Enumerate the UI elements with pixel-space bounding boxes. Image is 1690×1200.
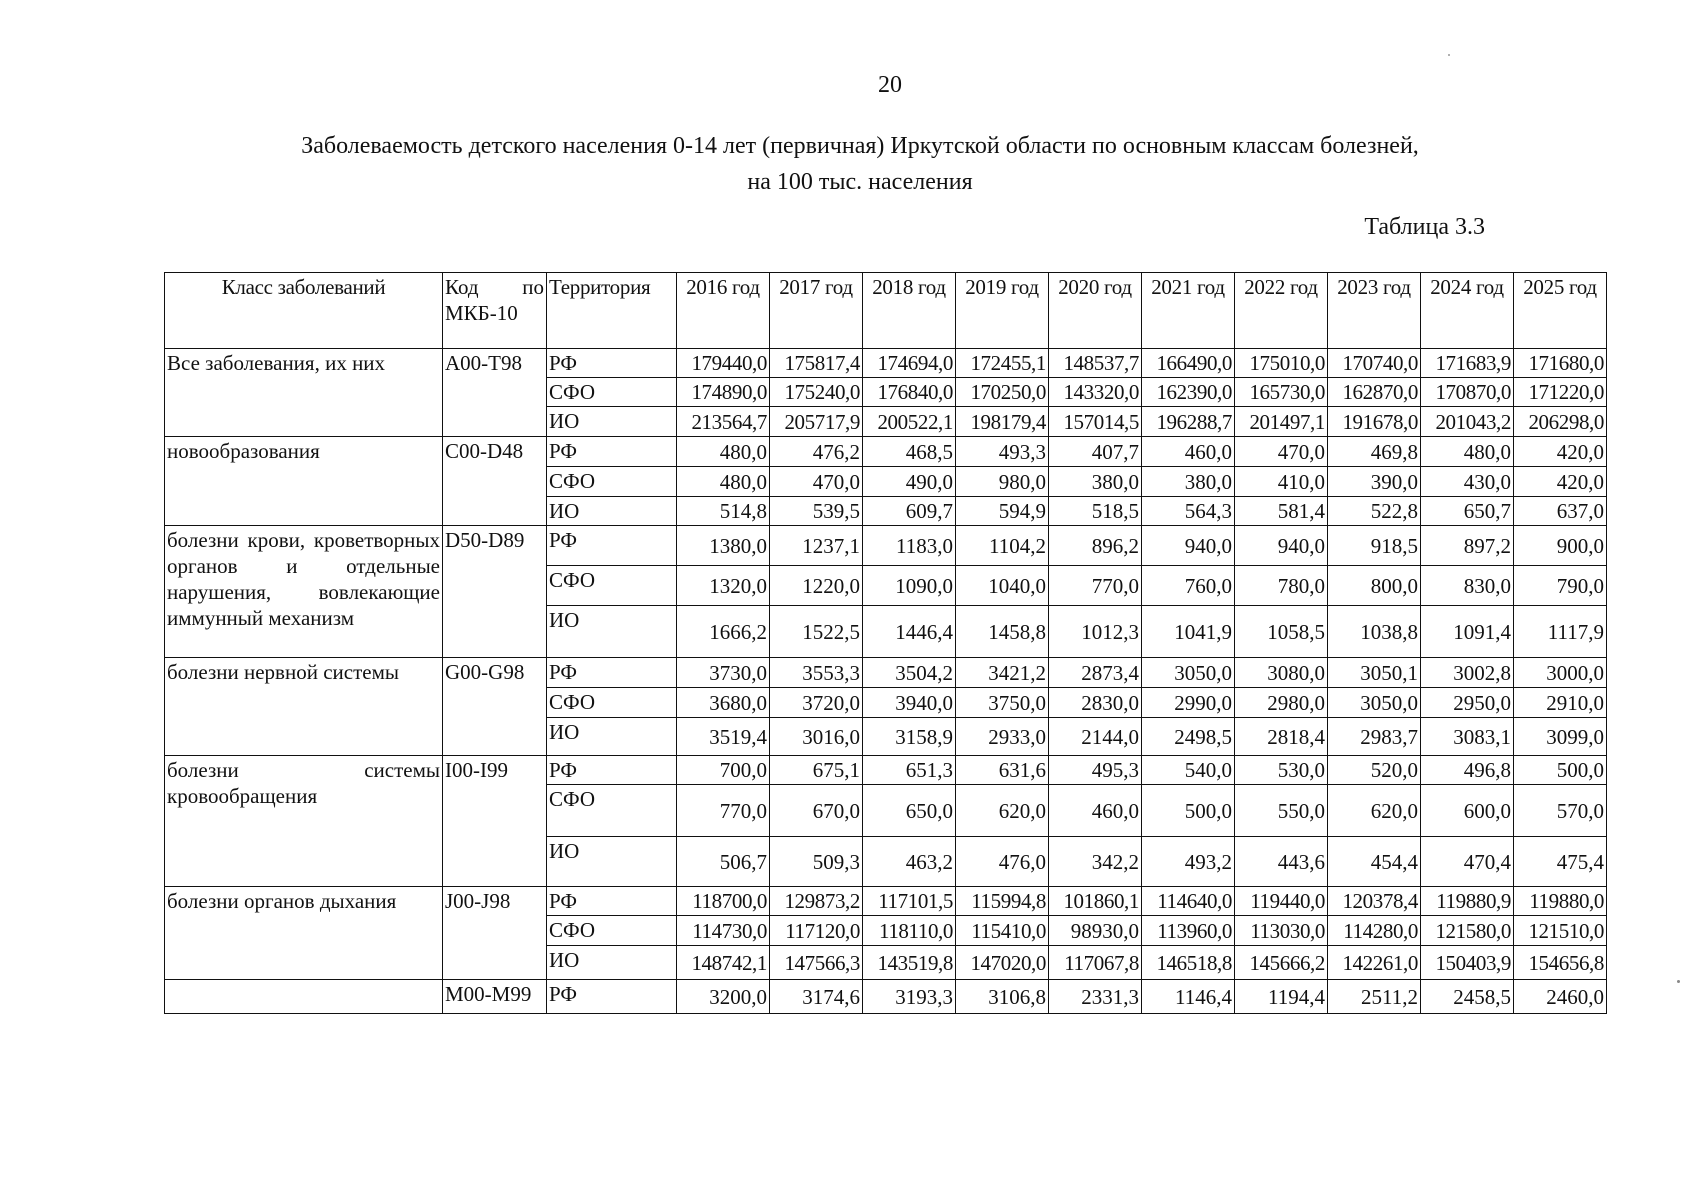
disease-class-cell: болезни крови, кроветворных органов и отдельные нарушения, вовлекающие иммунный механизм xyxy=(165,526,443,658)
value-cell: 121580,0 xyxy=(1421,916,1514,946)
value-cell: 147566,3 xyxy=(770,946,863,980)
territory-cell: РФ xyxy=(547,887,677,916)
value-cell: 454,4 xyxy=(1328,837,1421,887)
territory-cell: СФО xyxy=(547,378,677,407)
disease-class-cell: Все заболевания, их них xyxy=(165,349,443,437)
header-year: 2023 год xyxy=(1328,273,1421,349)
value-cell: 407,7 xyxy=(1049,437,1142,467)
value-cell: 205717,9 xyxy=(770,407,863,437)
value-cell: 198179,4 xyxy=(956,407,1049,437)
value-cell: 600,0 xyxy=(1421,785,1514,837)
value-cell: 480,0 xyxy=(677,467,770,497)
value-cell: 171683,9 xyxy=(1421,349,1514,378)
value-cell: 480,0 xyxy=(677,437,770,467)
value-cell: 114730,0 xyxy=(677,916,770,946)
value-cell: 468,5 xyxy=(863,437,956,467)
value-cell: 150403,9 xyxy=(1421,946,1514,980)
header-code-text: Код по МКБ-10 xyxy=(445,275,544,325)
value-cell: 896,2 xyxy=(1049,526,1142,566)
value-cell: 3519,4 xyxy=(677,718,770,756)
value-cell: 1183,0 xyxy=(863,526,956,566)
value-cell: 3002,8 xyxy=(1421,658,1514,688)
value-cell: 119440,0 xyxy=(1235,887,1328,916)
value-cell: 146518,8 xyxy=(1142,946,1235,980)
value-cell: 675,1 xyxy=(770,756,863,785)
value-cell: 148537,7 xyxy=(1049,349,1142,378)
value-cell: 3720,0 xyxy=(770,688,863,718)
value-cell: 3000,0 xyxy=(1514,658,1607,688)
value-cell: 770,0 xyxy=(1049,566,1142,606)
morbidity-table xyxy=(164,272,1607,1014)
value-cell: 980,0 xyxy=(956,467,1049,497)
value-cell: 496,8 xyxy=(1421,756,1514,785)
value-cell: 530,0 xyxy=(1235,756,1328,785)
header-code xyxy=(443,273,547,349)
value-cell: 143320,0 xyxy=(1049,378,1142,407)
value-cell: 3106,8 xyxy=(956,980,1049,1014)
value-cell: 495,3 xyxy=(1049,756,1142,785)
value-cell: 1091,4 xyxy=(1421,606,1514,658)
value-cell: 170250,0 xyxy=(956,378,1049,407)
value-cell: 115410,0 xyxy=(956,916,1049,946)
value-cell: 2990,0 xyxy=(1142,688,1235,718)
value-cell: 564,3 xyxy=(1142,497,1235,526)
disease-class-cell: болезни нервной системы xyxy=(165,658,443,756)
value-cell: 2873,4 xyxy=(1049,658,1142,688)
title-line-2: на 100 тыс. населения xyxy=(747,169,973,195)
icd-code-cell: G00-G98 xyxy=(443,658,547,756)
value-cell: 1237,1 xyxy=(770,526,863,566)
value-cell: 145666,2 xyxy=(1235,946,1328,980)
value-cell: 380,0 xyxy=(1142,467,1235,497)
value-cell: 1320,0 xyxy=(677,566,770,606)
value-cell: 1090,0 xyxy=(863,566,956,606)
territory-cell: РФ xyxy=(547,756,677,785)
value-cell: 900,0 xyxy=(1514,526,1607,566)
value-cell: 506,7 xyxy=(677,837,770,887)
value-cell: 790,0 xyxy=(1514,566,1607,606)
value-cell: 3050,1 xyxy=(1328,658,1421,688)
header-year: 2019 год xyxy=(956,273,1049,349)
value-cell: 175817,4 xyxy=(770,349,863,378)
value-cell: 650,7 xyxy=(1421,497,1514,526)
value-cell: 493,2 xyxy=(1142,837,1235,887)
disease-class-cell: новообразования xyxy=(165,437,443,526)
value-cell: 179440,0 xyxy=(677,349,770,378)
table-row xyxy=(165,756,1607,785)
value-cell: 3050,0 xyxy=(1328,688,1421,718)
value-cell: 191678,0 xyxy=(1328,407,1421,437)
value-cell: 650,0 xyxy=(863,785,956,837)
value-cell: 114640,0 xyxy=(1142,887,1235,916)
value-cell: 3080,0 xyxy=(1235,658,1328,688)
value-cell: 2458,5 xyxy=(1421,980,1514,1014)
value-cell: 1146,4 xyxy=(1142,980,1235,1014)
disease-class-cell: болезни системы кровообращения xyxy=(165,756,443,887)
value-cell: 539,5 xyxy=(770,497,863,526)
value-cell: 129873,2 xyxy=(770,887,863,916)
value-cell: 570,0 xyxy=(1514,785,1607,837)
value-cell: 2830,0 xyxy=(1049,688,1142,718)
value-cell: 460,0 xyxy=(1049,785,1142,837)
value-cell: 476,2 xyxy=(770,437,863,467)
value-cell: 380,0 xyxy=(1049,467,1142,497)
value-cell: 1041,9 xyxy=(1142,606,1235,658)
value-cell: 3553,3 xyxy=(770,658,863,688)
document-title xyxy=(240,128,1480,200)
value-cell: 3193,3 xyxy=(863,980,956,1014)
value-cell: 1012,3 xyxy=(1049,606,1142,658)
value-cell: 469,8 xyxy=(1328,437,1421,467)
value-cell: 420,0 xyxy=(1514,437,1607,467)
icd-code-cell: A00-T98 xyxy=(443,349,547,437)
value-cell: 1458,8 xyxy=(956,606,1049,658)
value-cell: 918,5 xyxy=(1328,526,1421,566)
value-cell: 540,0 xyxy=(1142,756,1235,785)
value-cell: 166490,0 xyxy=(1142,349,1235,378)
value-cell: 1522,5 xyxy=(770,606,863,658)
value-cell: 550,0 xyxy=(1235,785,1328,837)
value-cell: 174694,0 xyxy=(863,349,956,378)
value-cell: 760,0 xyxy=(1142,566,1235,606)
value-cell: 171680,0 xyxy=(1514,349,1607,378)
disease-class-cell xyxy=(165,980,443,1014)
value-cell: 115994,8 xyxy=(956,887,1049,916)
value-cell: 1058,5 xyxy=(1235,606,1328,658)
scan-speck xyxy=(1448,54,1450,56)
value-cell: 2460,0 xyxy=(1514,980,1607,1014)
value-cell: 631,6 xyxy=(956,756,1049,785)
value-cell: 670,0 xyxy=(770,785,863,837)
table-row xyxy=(165,437,1607,467)
table-row xyxy=(165,349,1607,378)
value-cell: 514,8 xyxy=(677,497,770,526)
value-cell: 119880,9 xyxy=(1421,887,1514,916)
icd-code-cell: C00-D48 xyxy=(443,437,547,526)
value-cell: 3200,0 xyxy=(677,980,770,1014)
value-cell: 390,0 xyxy=(1328,467,1421,497)
table-caption: Таблица 3.3 xyxy=(1364,214,1485,240)
table-row xyxy=(165,980,1607,1014)
value-cell: 770,0 xyxy=(677,785,770,837)
value-cell: 2144,0 xyxy=(1049,718,1142,756)
value-cell: 196288,7 xyxy=(1142,407,1235,437)
value-cell: 700,0 xyxy=(677,756,770,785)
value-cell: 1117,9 xyxy=(1514,606,1607,658)
value-cell: 117067,8 xyxy=(1049,946,1142,980)
value-cell: 117120,0 xyxy=(770,916,863,946)
territory-cell: ИО xyxy=(547,407,677,437)
value-cell: 2950,0 xyxy=(1421,688,1514,718)
value-cell: 342,2 xyxy=(1049,837,1142,887)
value-cell: 3083,1 xyxy=(1421,718,1514,756)
value-cell: 176840,0 xyxy=(863,378,956,407)
territory-cell: РФ xyxy=(547,437,677,467)
value-cell: 2980,0 xyxy=(1235,688,1328,718)
value-cell: 213564,7 xyxy=(677,407,770,437)
value-cell: 121510,0 xyxy=(1514,916,1607,946)
value-cell: 1194,4 xyxy=(1235,980,1328,1014)
icd-code-cell: D50-D89 xyxy=(443,526,547,658)
value-cell: 201043,2 xyxy=(1421,407,1514,437)
value-cell: 480,0 xyxy=(1421,437,1514,467)
table-row xyxy=(165,526,1607,566)
territory-cell: ИО xyxy=(547,718,677,756)
value-cell: 470,4 xyxy=(1421,837,1514,887)
value-cell: 2331,3 xyxy=(1049,980,1142,1014)
value-cell: 430,0 xyxy=(1421,467,1514,497)
value-cell: 1038,8 xyxy=(1328,606,1421,658)
value-cell: 2498,5 xyxy=(1142,718,1235,756)
value-cell: 594,9 xyxy=(956,497,1049,526)
value-cell: 171220,0 xyxy=(1514,378,1607,407)
value-cell: 470,0 xyxy=(770,467,863,497)
value-cell: 148742,1 xyxy=(677,946,770,980)
value-cell: 117101,5 xyxy=(863,887,956,916)
value-cell: 162870,0 xyxy=(1328,378,1421,407)
header-year: 2017 год xyxy=(770,273,863,349)
value-cell: 2511,2 xyxy=(1328,980,1421,1014)
value-cell: 174890,0 xyxy=(677,378,770,407)
value-cell: 170870,0 xyxy=(1421,378,1514,407)
table-row xyxy=(165,887,1607,916)
value-cell: 118110,0 xyxy=(863,916,956,946)
value-cell: 3750,0 xyxy=(956,688,1049,718)
table-body xyxy=(165,349,1607,1014)
value-cell: 2910,0 xyxy=(1514,688,1607,718)
value-cell: 1666,2 xyxy=(677,606,770,658)
value-cell: 522,8 xyxy=(1328,497,1421,526)
value-cell: 143519,8 xyxy=(863,946,956,980)
value-cell: 1104,2 xyxy=(956,526,1049,566)
header-year: 2021 год xyxy=(1142,273,1235,349)
header-territory: Территория xyxy=(547,273,677,349)
value-cell: 3016,0 xyxy=(770,718,863,756)
territory-cell: ИО xyxy=(547,606,677,658)
value-cell: 98930,0 xyxy=(1049,916,1142,946)
territory-cell: РФ xyxy=(547,658,677,688)
value-cell: 940,0 xyxy=(1235,526,1328,566)
territory-cell: ИО xyxy=(547,946,677,980)
value-cell: 162390,0 xyxy=(1142,378,1235,407)
value-cell: 3158,9 xyxy=(863,718,956,756)
value-cell: 200522,1 xyxy=(863,407,956,437)
value-cell: 443,6 xyxy=(1235,837,1328,887)
value-cell: 897,2 xyxy=(1421,526,1514,566)
value-cell: 620,0 xyxy=(956,785,1049,837)
territory-cell: ИО xyxy=(547,837,677,887)
page-number: 20 xyxy=(878,72,902,98)
value-cell: 3421,2 xyxy=(956,658,1049,688)
header-year: 2020 год xyxy=(1049,273,1142,349)
disease-class-cell: болезни органов дыхания xyxy=(165,887,443,980)
value-cell: 800,0 xyxy=(1328,566,1421,606)
value-cell: 113030,0 xyxy=(1235,916,1328,946)
territory-cell: РФ xyxy=(547,526,677,566)
value-cell: 1220,0 xyxy=(770,566,863,606)
value-cell: 637,0 xyxy=(1514,497,1607,526)
value-cell: 1446,4 xyxy=(863,606,956,658)
table-row xyxy=(165,658,1607,688)
territory-cell: СФО xyxy=(547,688,677,718)
header-year: 2016 год xyxy=(677,273,770,349)
header-year: 2022 год xyxy=(1235,273,1328,349)
value-cell: 120378,4 xyxy=(1328,887,1421,916)
scan-speck xyxy=(1677,980,1680,983)
value-cell: 940,0 xyxy=(1142,526,1235,566)
header-year: 2024 год xyxy=(1421,273,1514,349)
icd-code-cell: J00-J98 xyxy=(443,887,547,980)
value-cell: 101860,1 xyxy=(1049,887,1142,916)
value-cell: 476,0 xyxy=(956,837,1049,887)
value-cell: 463,2 xyxy=(863,837,956,887)
value-cell: 3730,0 xyxy=(677,658,770,688)
value-cell: 609,7 xyxy=(863,497,956,526)
icd-code-cell: I00-I99 xyxy=(443,756,547,887)
value-cell: 3174,6 xyxy=(770,980,863,1014)
value-cell: 3504,2 xyxy=(863,658,956,688)
table-header-row xyxy=(165,273,1607,349)
value-cell: 500,0 xyxy=(1514,756,1607,785)
value-cell: 520,0 xyxy=(1328,756,1421,785)
header-class: Класс заболеваний xyxy=(165,273,443,349)
value-cell: 475,4 xyxy=(1514,837,1607,887)
value-cell: 170740,0 xyxy=(1328,349,1421,378)
territory-cell: РФ xyxy=(547,980,677,1014)
value-cell: 460,0 xyxy=(1142,437,1235,467)
value-cell: 470,0 xyxy=(1235,437,1328,467)
value-cell: 201497,1 xyxy=(1235,407,1328,437)
value-cell: 3099,0 xyxy=(1514,718,1607,756)
territory-cell: СФО xyxy=(547,467,677,497)
value-cell: 518,5 xyxy=(1049,497,1142,526)
header-year: 2025 год xyxy=(1514,273,1607,349)
territory-cell: ИО xyxy=(547,497,677,526)
value-cell: 175240,0 xyxy=(770,378,863,407)
value-cell: 3050,0 xyxy=(1142,658,1235,688)
value-cell: 3680,0 xyxy=(677,688,770,718)
value-cell: 581,4 xyxy=(1235,497,1328,526)
value-cell: 780,0 xyxy=(1235,566,1328,606)
value-cell: 490,0 xyxy=(863,467,956,497)
header-year: 2018 год xyxy=(863,273,956,349)
value-cell: 410,0 xyxy=(1235,467,1328,497)
value-cell: 114280,0 xyxy=(1328,916,1421,946)
icd-code-cell: M00-M99 xyxy=(443,980,547,1014)
title-line-1: Заболеваемость детского населения 0-14 лет (первичная) Иркутской области по основным классам болезней, xyxy=(301,133,1419,159)
value-cell: 2933,0 xyxy=(956,718,1049,756)
value-cell: 1040,0 xyxy=(956,566,1049,606)
value-cell: 3940,0 xyxy=(863,688,956,718)
value-cell: 118700,0 xyxy=(677,887,770,916)
value-cell: 2983,7 xyxy=(1328,718,1421,756)
value-cell: 147020,0 xyxy=(956,946,1049,980)
value-cell: 1380,0 xyxy=(677,526,770,566)
territory-cell: СФО xyxy=(547,566,677,606)
value-cell: 493,3 xyxy=(956,437,1049,467)
value-cell: 509,3 xyxy=(770,837,863,887)
value-cell: 119880,0 xyxy=(1514,887,1607,916)
value-cell: 206298,0 xyxy=(1514,407,1607,437)
value-cell: 420,0 xyxy=(1514,467,1607,497)
value-cell: 142261,0 xyxy=(1328,946,1421,980)
value-cell: 154656,8 xyxy=(1514,946,1607,980)
value-cell: 172455,1 xyxy=(956,349,1049,378)
value-cell: 113960,0 xyxy=(1142,916,1235,946)
value-cell: 651,3 xyxy=(863,756,956,785)
value-cell: 157014,5 xyxy=(1049,407,1142,437)
value-cell: 830,0 xyxy=(1421,566,1514,606)
value-cell: 500,0 xyxy=(1142,785,1235,837)
territory-cell: РФ xyxy=(547,349,677,378)
territory-cell: СФО xyxy=(547,916,677,946)
value-cell: 175010,0 xyxy=(1235,349,1328,378)
value-cell: 165730,0 xyxy=(1235,378,1328,407)
value-cell: 2818,4 xyxy=(1235,718,1328,756)
territory-cell: СФО xyxy=(547,785,677,837)
value-cell: 620,0 xyxy=(1328,785,1421,837)
